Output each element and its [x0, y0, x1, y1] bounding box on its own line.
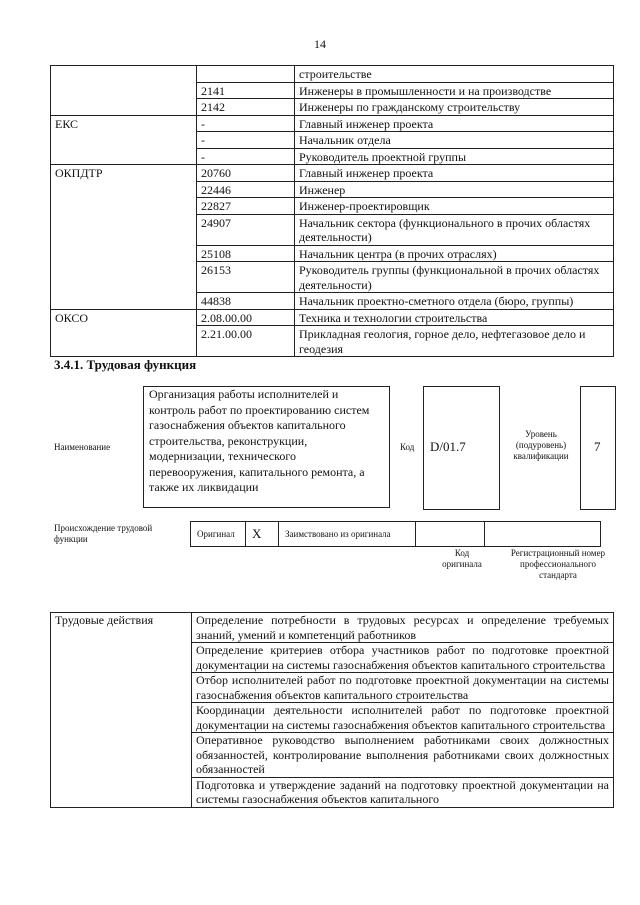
- code-cell: 25108: [197, 245, 295, 262]
- origin-table: [190, 521, 601, 547]
- name-cell: Инженеры по гражданскому строительству: [295, 99, 614, 116]
- name-cell: Техника и технологии строительства: [295, 309, 614, 326]
- action-item: Отбор исполнителей работ по подготовке проектной документации на системы газоснабжения объектов капитального строительства: [192, 673, 614, 703]
- code-cell: -: [197, 115, 295, 132]
- code-original-caption: Код оригинала: [442, 548, 482, 569]
- borrowed-cell: Заимствовано из оригинала: [279, 522, 416, 547]
- name-cell: Начальник центра (в прочих отраслях): [295, 245, 614, 262]
- code-original-cell: [416, 522, 485, 547]
- action-row: [51, 613, 614, 643]
- code-cell: 22827: [197, 198, 295, 215]
- class-row: [51, 115, 614, 132]
- action-item: Определение потребности в трудовых ресурсах и определение требуемых знаний, умений и компетенций работников: [192, 613, 614, 643]
- origin-label: Происхождение трудовой функции: [54, 523, 153, 544]
- code-cell: 2.21.00.00: [197, 326, 295, 357]
- name-cell: Начальник сектора (функционального в прочих областях деятельности): [295, 214, 614, 245]
- name-cell: Инженер-проектировщик: [295, 198, 614, 215]
- page-number: 14: [314, 37, 326, 51]
- code-cell: [197, 66, 295, 83]
- code-cell: 44838: [197, 293, 295, 310]
- action-item: Оперативное руководство выполнением работниками своих должностных обязанностей, контролирование выполнения работниками своих должностных обязанностей: [192, 733, 614, 778]
- function-name: Организация работы исполнителей и контроль работ по проектированию систем газоснабжения объектов капитального строительства, реконструкции, модернизации, технического перевооружения, капитального ремонта, а также их ликвидации: [149, 387, 370, 494]
- name-label: Наименование: [54, 442, 111, 452]
- name-cell: Руководитель группы (функциональной в прочих областях деятельности): [295, 262, 614, 293]
- code-cell: -: [197, 148, 295, 165]
- section-title: 3.4.1. Трудовая функция: [54, 357, 197, 372]
- name-cell: Прикладная геология, горное дело, нефтегазовое дело и геодезия: [295, 326, 614, 357]
- code-cell: 26153: [197, 262, 295, 293]
- name-cell: Начальник проектно-сметного отдела (бюро, группы): [295, 293, 614, 310]
- group-cell: ОКСО: [51, 309, 197, 357]
- group-cell: [51, 66, 197, 116]
- level-label: Уровень (подуровень) квалификации: [513, 429, 569, 461]
- name-cell: Инженеры в промышленности и на производстве: [295, 82, 614, 99]
- actions-label: Трудовые действия: [51, 613, 192, 808]
- name-cell: Главный инженер проекта: [295, 115, 614, 132]
- name-cell: Начальник отдела: [295, 132, 614, 149]
- function-name-box: [143, 386, 390, 508]
- code-cell: 2141: [197, 82, 295, 99]
- group-cell: ЕКС: [51, 115, 197, 165]
- code-cell: 2.08.00.00: [197, 309, 295, 326]
- action-item: Подготовка и утверждение заданий на подготовку проектной документации на системы газоснабжения объектов капитального: [192, 777, 614, 807]
- original-cell: Оригинал: [191, 522, 246, 547]
- code-label: Код: [400, 442, 415, 452]
- class-row: [51, 309, 614, 326]
- classification-table: [50, 65, 614, 357]
- class-row: [51, 165, 614, 182]
- name-cell: строительстве: [295, 66, 614, 83]
- action-item: Координации деятельности исполнителей работ по подготовке проектной документации на системы газоснабжения объектов капитального строительства: [192, 703, 614, 733]
- name-cell: Руководитель проектной группы: [295, 148, 614, 165]
- class-row: [51, 66, 614, 83]
- name-cell: Главный инженер проекта: [295, 165, 614, 182]
- name-cell: Инженер: [295, 181, 614, 198]
- reg-number-caption: Регистрационный номер профессионального стандарта: [510, 548, 606, 580]
- code-cell: 24907: [197, 214, 295, 245]
- code-cell: 22446: [197, 181, 295, 198]
- code-cell: 20760: [197, 165, 295, 182]
- function-code: D/01.7: [430, 439, 466, 454]
- original-mark: X: [246, 522, 279, 547]
- labor-actions-table: [50, 612, 614, 808]
- reg-number-cell: [485, 522, 601, 547]
- code-cell: 2142: [197, 99, 295, 116]
- group-cell: ОКПДТР: [51, 165, 197, 310]
- level-value: 7: [594, 439, 601, 454]
- code-cell: -: [197, 132, 295, 149]
- action-item: Определение критериев отбора участников работ по подготовке проектной документации на системы газоснабжения объектов капитального строительства: [192, 643, 614, 673]
